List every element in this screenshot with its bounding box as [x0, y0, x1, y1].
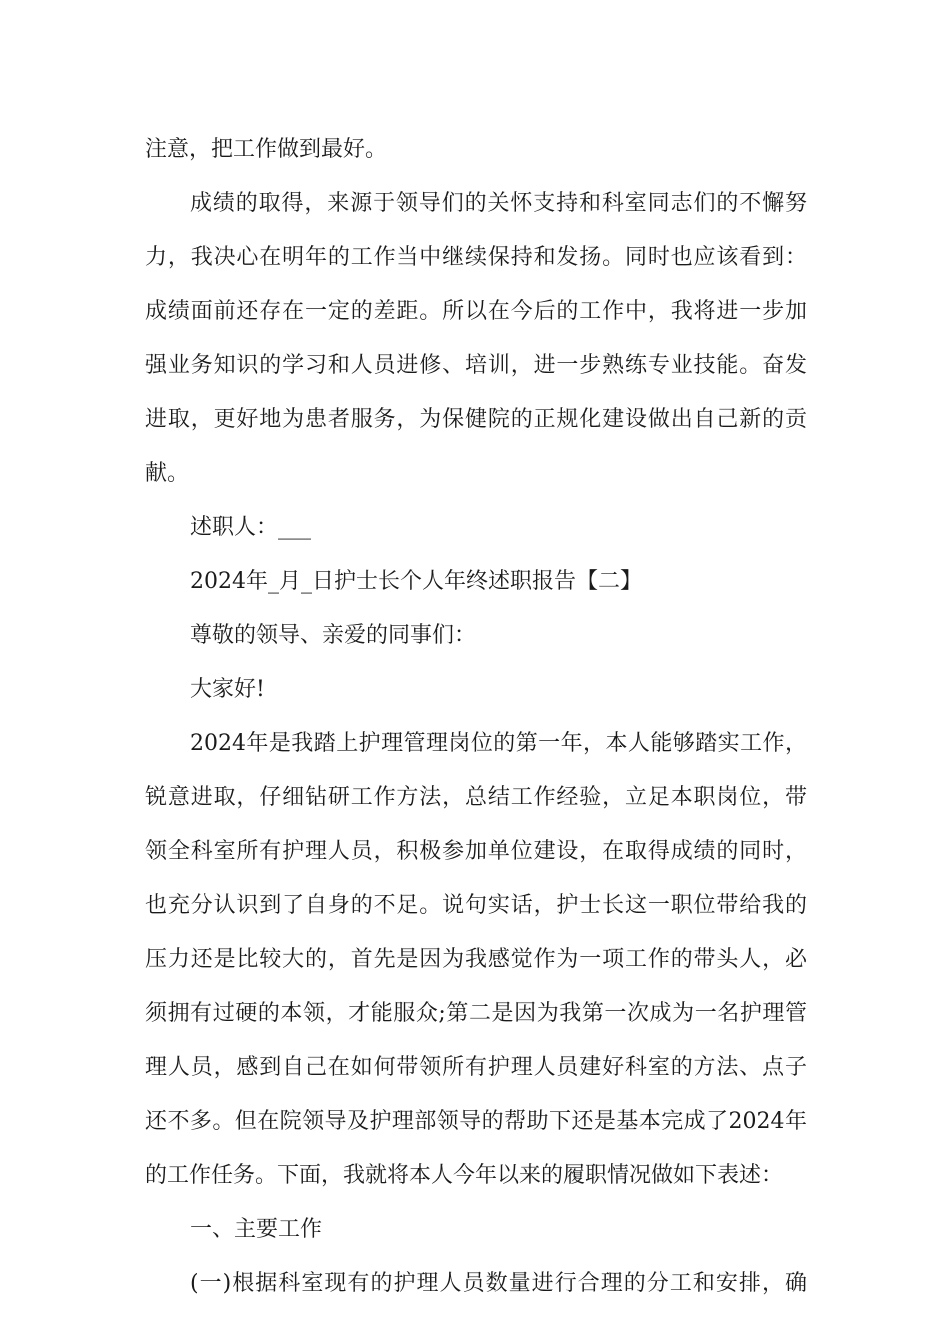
text-line: 2024年_月_日护士长个人年终述职报告【二】: [190, 569, 642, 594]
text-line: 述职人：___: [190, 515, 312, 540]
text-line: 成绩的取得，来源于领导们的关怀支持和科室同志们的不懈努: [190, 191, 807, 216]
text-line: 理人员，感到自己在如何带领所有护理人员建好科室的方法、点子: [145, 1055, 807, 1080]
text-line: 强业务知识的学习和人员进修、培训，进一步熟练专业技能。奋发: [145, 353, 807, 378]
text-line: 领全科室所有护理人员，积极参加单位建设，在取得成绩的同时，: [145, 839, 807, 864]
document-body: [145, 123, 807, 1311]
text-line: 力，我决心在明年的工作当中继续保持和发扬。同时也应该看到：: [145, 245, 807, 270]
text-line: 大家好!: [190, 677, 265, 702]
text-line: 锐意进取，仔细钻研工作方法，总结工作经验，立足本职岗位，带: [145, 785, 807, 810]
text-line: 尊敬的领导、亲爱的同事们：: [190, 623, 477, 648]
text-line: (一)根据科室现有的护理人员数量进行合理的分工和安排，确: [190, 1271, 807, 1296]
text-line: 成绩面前还存在一定的差距。所以在今后的工作中，我将进一步加: [145, 299, 807, 324]
text-line: 进取，更好地为患者服务，为保健院的正规化建设做出自己新的贡: [145, 407, 807, 432]
text-line: 还不多。但在院领导及护理部领导的帮助下还是基本完成了2024年: [145, 1109, 807, 1134]
text-line: 的工作任务。下面，我就将本人今年以来的履职情况做如下表述：: [145, 1163, 784, 1188]
text-line: 也充分认识到了自身的不足。说句实话，护士长这一职位带给我的: [145, 893, 807, 918]
text-line: 须拥有过硬的本领，才能服众;第二是因为我第一次成为一名护理管: [145, 1001, 807, 1026]
text-line: 2024年是我踏上护理管理岗位的第一年，本人能够踏实工作，: [190, 731, 807, 756]
text-line: 压力还是比较大的，首先是因为我感觉作为一项工作的带头人，必: [145, 947, 807, 972]
text-line: 注意，把工作做到最好。: [145, 137, 388, 162]
text-line: 献。: [145, 461, 190, 486]
text-line: 一、主要工作: [190, 1217, 323, 1242]
